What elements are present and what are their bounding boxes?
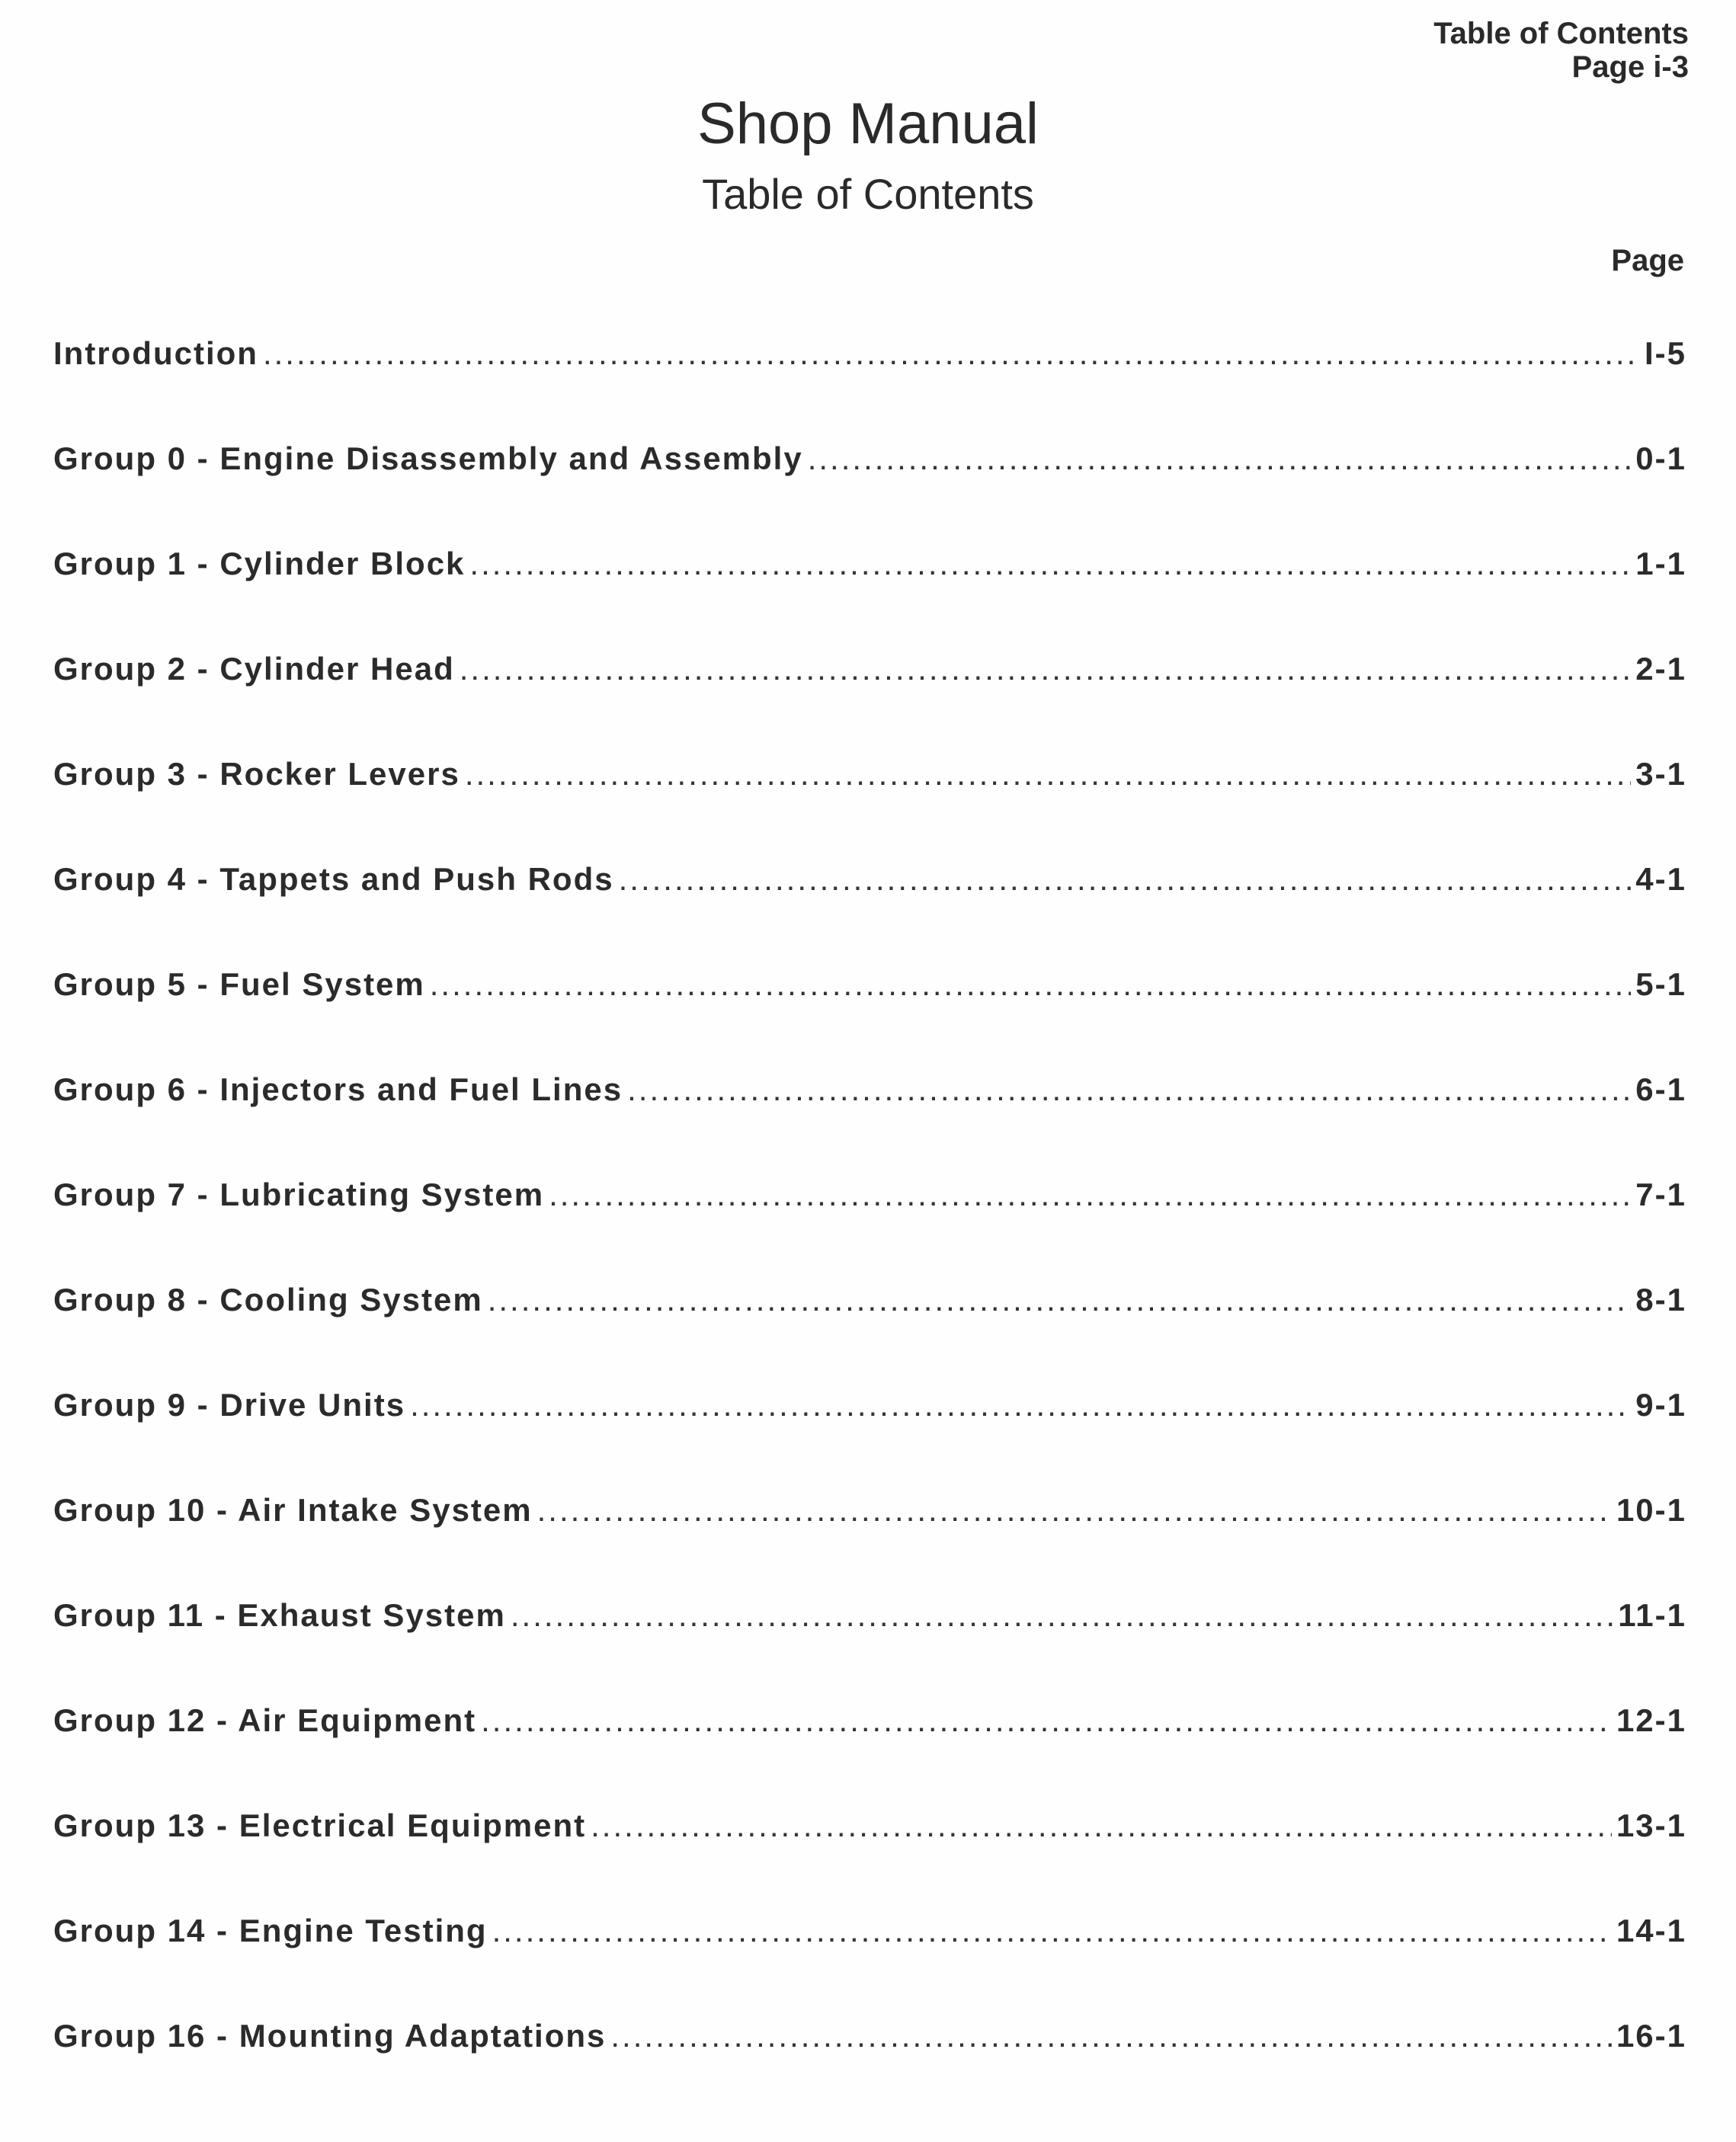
toc-entry-page-number: 12-1 [1616,1702,1686,1738]
toc-entry-page-number: 5-1 [1635,966,1686,1002]
dot-leader [808,440,1632,477]
toc-entry-page-number: 6-1 [1635,1071,1686,1107]
dot-leader [263,335,1640,372]
toc-entry-label: Group 8 - Cooling System [53,1282,483,1318]
dot-leader [610,2018,1612,2054]
page-subtitle: Table of Contents [702,170,1034,218]
toc-entry[interactable] [53,1282,1686,1387]
dot-leader [481,1702,1612,1739]
running-head-section: Table of Contents [1433,17,1689,50]
toc-entry[interactable] [53,1702,1686,1807]
toc-entry-label: Group 9 - Drive Units [53,1387,406,1423]
dot-leader [511,1597,1613,1634]
toc-entry-page-number: 16-1 [1616,2018,1686,2054]
page-column-label: Page [1611,244,1684,277]
toc-entry-page-number: 4-1 [1635,861,1686,897]
toc-entry-page-number: 9-1 [1635,1387,1686,1423]
toc-entry-label: Group 6 - Injectors and Fuel Lines [53,1071,623,1107]
toc-entry[interactable] [53,966,1686,1071]
toc-entry-page-number: 7-1 [1635,1177,1686,1212]
toc-entry-label: Group 5 - Fuel System [53,966,425,1002]
dot-leader [591,1807,1612,1844]
toc-entry-page-number: 8-1 [1635,1282,1686,1318]
page-title: Shop Manual [697,91,1039,156]
toc-entry[interactable] [53,335,1686,440]
dot-leader [549,1177,1631,1213]
dot-leader [430,966,1632,1003]
toc-entry-label: Group 4 - Tappets and Push Rods [53,861,614,897]
toc-entry-page-number: 1-1 [1635,546,1686,581]
toc-entry-label: Group 12 - Air Equipment [53,1702,477,1738]
dot-leader [627,1071,1631,1108]
toc-entry-label: Group 11 - Exhaust System [53,1597,506,1633]
toc-entry[interactable] [53,651,1686,756]
toc-entry-label: Introduction [53,335,258,371]
toc-entry[interactable] [53,1807,1686,1913]
toc-entry-label: Group 16 - Mounting Adaptations [53,2018,607,2054]
toc-entry-page-number: 10-1 [1616,1492,1686,1528]
toc-entry-label: Group 10 - Air Intake System [53,1492,533,1528]
toc-entry[interactable] [53,861,1686,966]
dot-leader [460,651,1632,687]
toc-entry-page-number: 3-1 [1635,756,1686,792]
toc-entry[interactable] [53,440,1686,546]
toc-entry-label: Group 14 - Engine Testing [53,1913,488,1948]
toc-entry[interactable] [53,1597,1686,1702]
dot-leader [488,1282,1632,1318]
toc-entry[interactable] [53,756,1686,861]
toc-entry-page-number: 2-1 [1635,651,1686,687]
toc-entry[interactable] [53,1177,1686,1282]
dot-leader [410,1387,1631,1423]
toc-entry[interactable] [53,1913,1686,2018]
dot-leader [537,1492,1612,1529]
dot-leader [619,861,1632,898]
toc-entry-page-number: 11-1 [1618,1597,1686,1633]
toc-entry-page-number: 13-1 [1616,1807,1686,1843]
toc-entry-label: Group 13 - Electrical Equipment [53,1807,587,1843]
toc-entry-label: Group 2 - Cylinder Head [53,651,455,687]
toc-entry[interactable] [53,1071,1686,1177]
running-head [1433,17,1689,84]
toc-entry-page-number: 0-1 [1635,440,1686,476]
toc-entry-label: Group 0 - Engine Disassembly and Assembly [53,440,803,476]
dot-leader [469,546,1631,582]
toc-entry-label: Group 7 - Lubricating System [53,1177,545,1212]
table-of-contents [53,335,1686,2123]
toc-entry[interactable] [53,1492,1686,1597]
dot-leader [492,1913,1612,1949]
toc-entry-page-number: I-5 [1644,335,1686,371]
toc-entry-label: Group 3 - Rocker Levers [53,756,460,792]
running-head-page-number: Page i-3 [1571,50,1689,84]
dot-leader [465,756,1631,792]
toc-entry[interactable] [53,2018,1686,2123]
toc-entry[interactable] [53,1387,1686,1492]
toc-entry-page-number: 14-1 [1616,1913,1686,1948]
toc-entry-label: Group 1 - Cylinder Block [53,546,466,581]
toc-entry[interactable] [53,546,1686,651]
